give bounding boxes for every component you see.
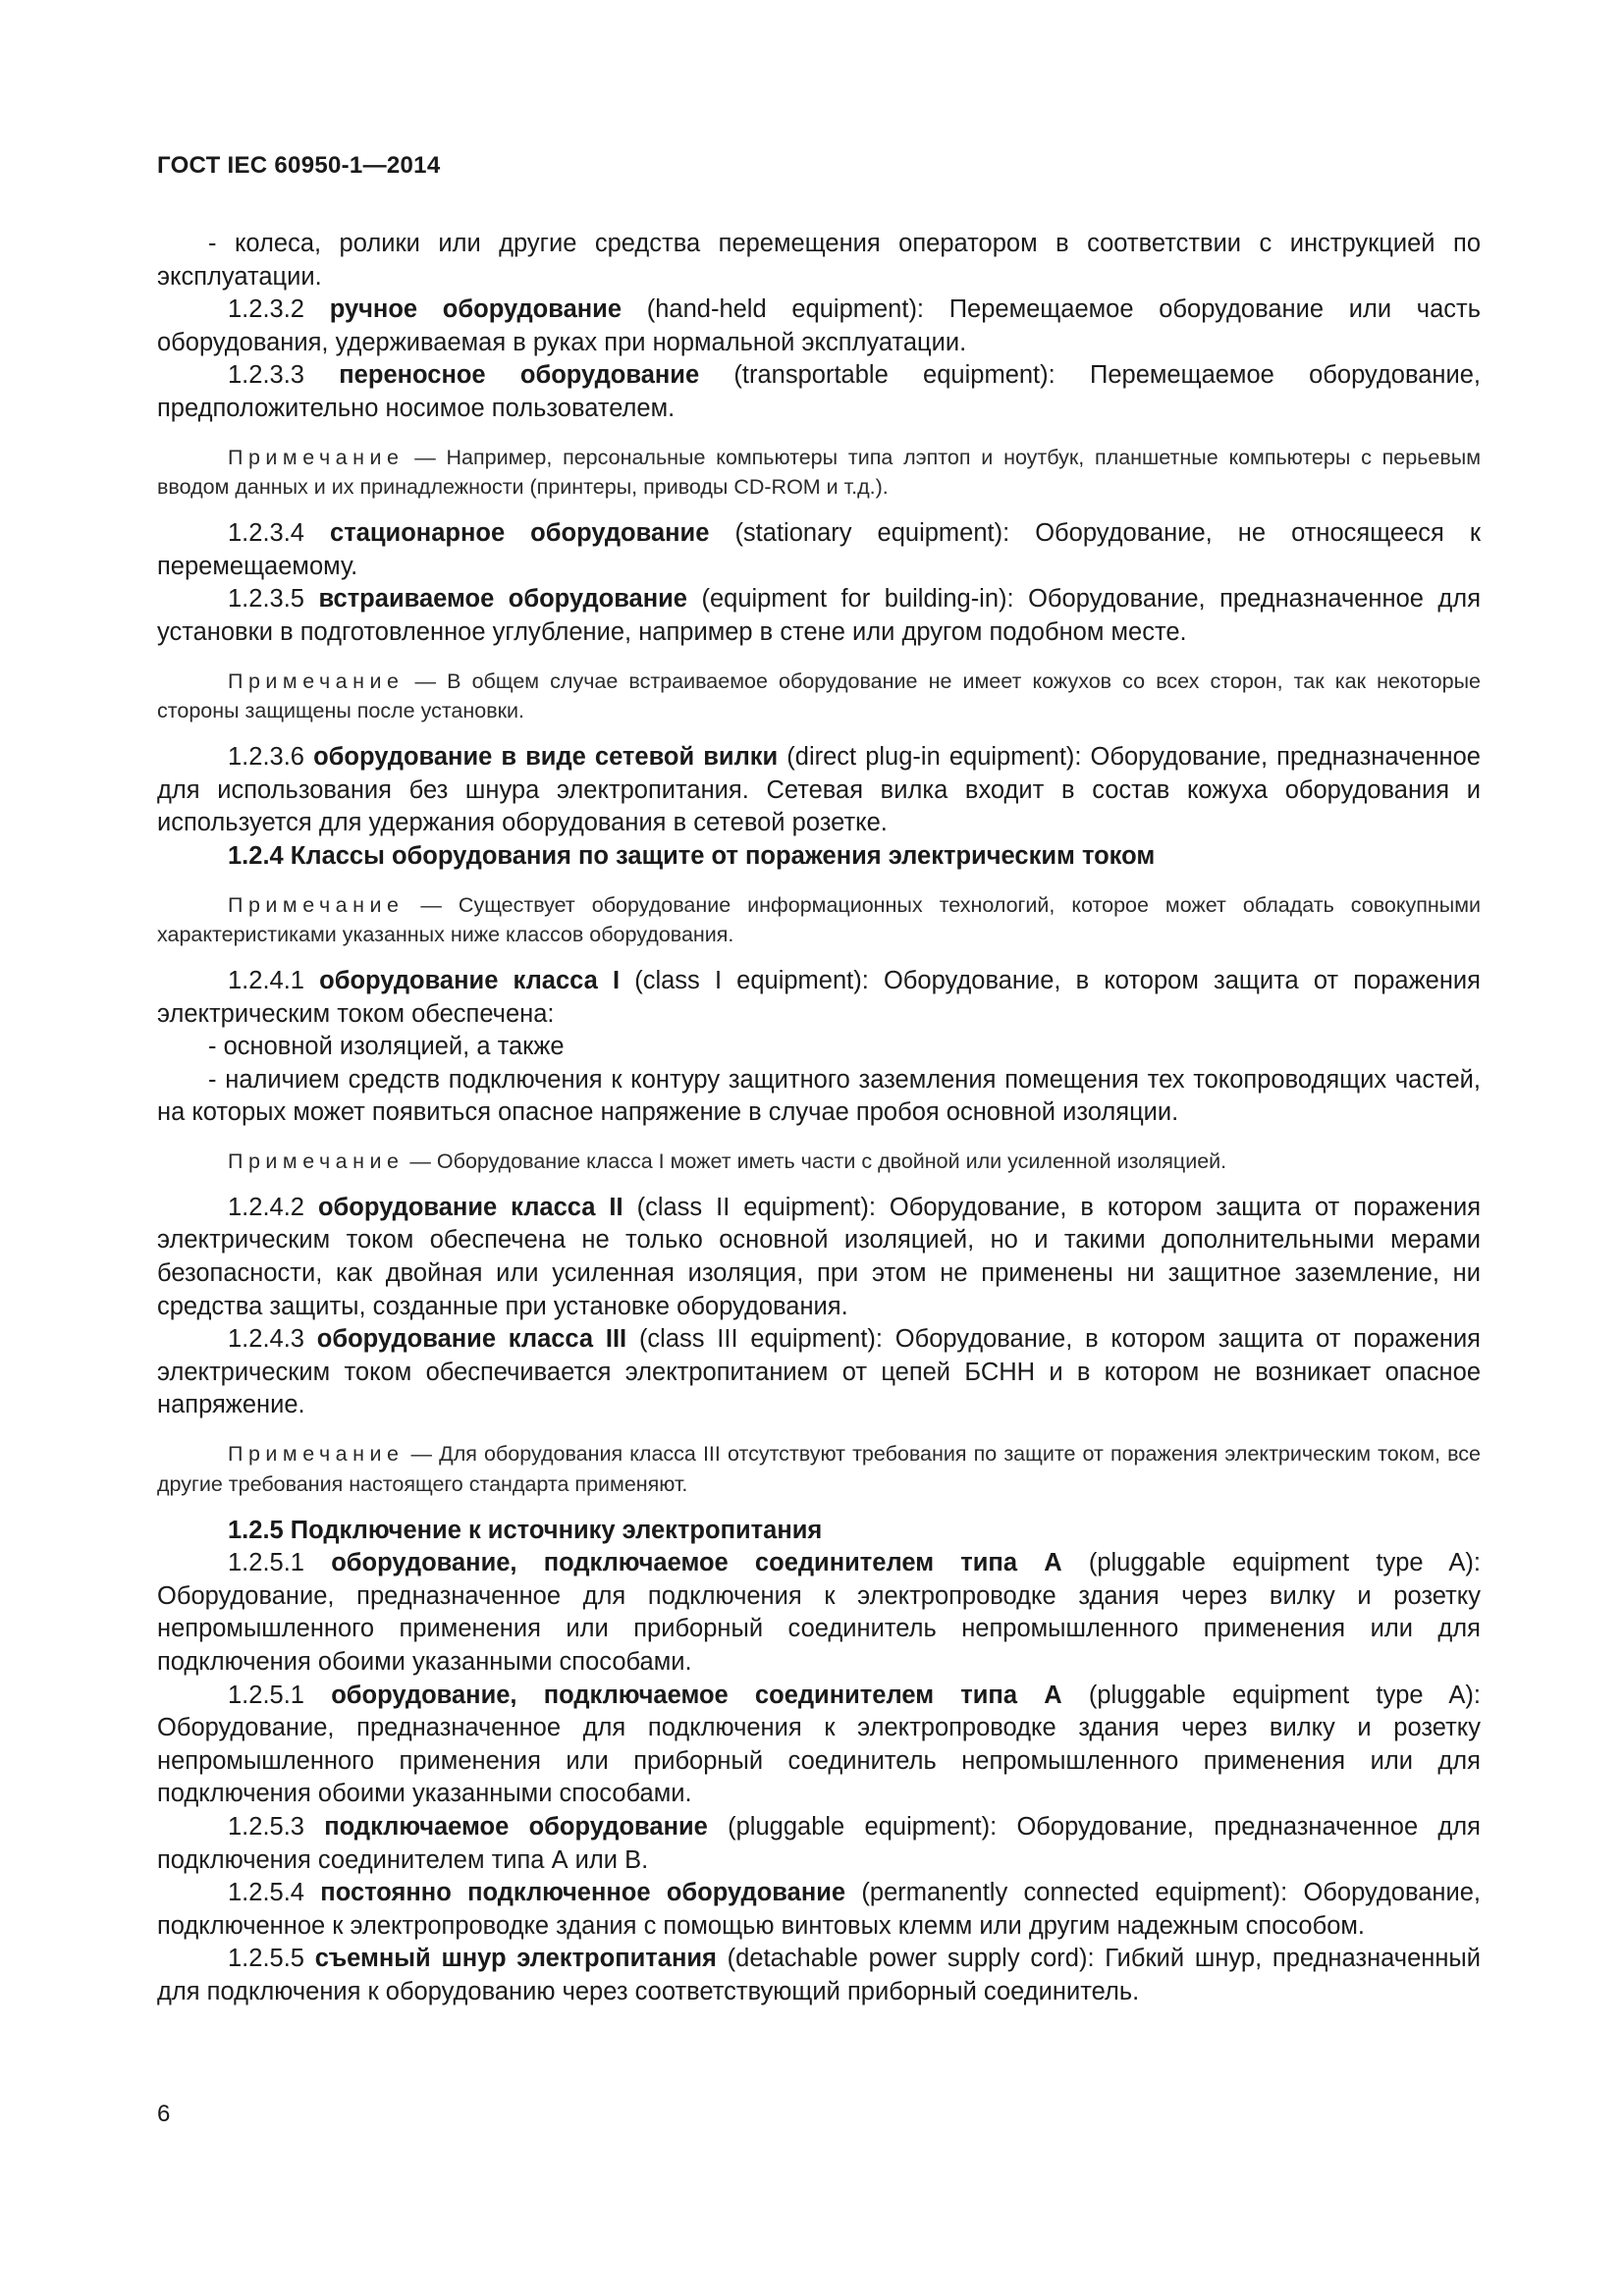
definition-clause [157,1877,1481,1943]
note [157,443,1481,504]
clause-number: 1.2.4.3 [228,1325,304,1354]
clause-number: 1.2.5.5 [228,1945,304,1973]
definition-text: (pluggable equipment type A): Оборудование, предназначенное для подключения к электропроводке здания через вилку и розетку непромышленного применения или приборный соединитель непромышленного применения или для подключения обоими указанными способами. [157,1549,1481,1676]
section-heading: 1.2.5 Подключение к источнику электропитания [228,1516,823,1544]
defined-term: переносное оборудование [339,361,700,390]
note [157,1147,1481,1177]
definition-text: (transportable equipment): Перемещаемое оборудование, предположительно носимое пользователем. [157,361,1481,422]
definition-clause [157,1192,1481,1323]
list-item: - колеса, ролики или другие средства перемещения оператором в соответствии с инструкцией по эксплуатации. [157,230,1481,291]
clause-number: 1.2.3.2 [228,295,304,324]
defined-term: постоянно подключенное оборудование [320,1879,846,1907]
defined-term: оборудование в виде сетевой вилки [313,743,779,772]
document-header: ГОСТ IEC 60950-1—2014 [157,152,441,179]
clause-number: 1.2.4.2 [228,1193,304,1221]
defined-term: стационарное оборудование [330,519,710,548]
note-label: Примечание [228,668,405,693]
definition-clause [157,1680,1481,1811]
defined-term: съемный шнур электропитания [314,1945,717,1973]
clause-number: 1.2.5.1 [228,1681,304,1709]
definition-text: (stationary equipment): Оборудование, не относящееся к перемещаемому. [157,519,1482,580]
note-text: — Оборудование класса I может иметь части с двойной или усиленной изоляцией. [404,1149,1227,1174]
definition-text: (pluggable equipment): Оборудование, предназначенное для подключения соединителем типа А или В. [157,1812,1481,1874]
note-text: — В общем случае встраиваемое оборудование не имеет кожухов со всех сторон, так как некоторые стороны защищены после установки. [157,668,1481,723]
note-label: Примечание [228,445,405,469]
definition-text: (permanently connected equipment): Оборудование, подключенное к электропроводке здания с помощью винтовых клемм или другим надежным способом. [157,1879,1481,1940]
note-label: Примечание [228,1149,405,1174]
note-text: — Например, персональные компьютеры типа лэптоп и ноутбук, планшетные компьютеры с перьевым вводом данных и их принадлежности (принтеры, приводы CD-ROM и т.д.). [157,445,1481,500]
document-body [157,228,1481,2009]
defined-term: оборудование класса II [317,1193,623,1221]
definition-clause [157,1943,1481,2008]
section-heading: 1.2.4 Классы оборудования по защите от поражения электрическим током [228,841,1156,870]
note-label: Примечание [228,892,405,917]
defined-term: оборудование, подключаемое соединителем типа А [331,1681,1062,1709]
defined-term: подключаемое оборудование [324,1812,708,1841]
clause-number: 1.2.3.4 [228,519,304,548]
note-text: — Существует оборудование информационных технологий, которое может обладать совокупными характеристиками указанных ниже классов оборудования. [157,892,1481,947]
definition-clause [157,517,1481,583]
defined-term: оборудование класса I [319,967,621,995]
note-label: Примечание [228,1442,405,1467]
definition-clause [157,359,1481,425]
note [157,1439,1481,1500]
note-text: — Для оборудования класса III отсутствуют требования по защите от поражения электрическим током, все другие требования настоящего стандарта применяют. [157,1442,1481,1496]
definition-text: (class III equipment): Оборудование, в котором защита от поражения электрическим током обеспечивается электропитанием от цепей БСНН и в котором не возникает опасное напряжение. [157,1325,1481,1419]
note [157,890,1481,951]
defined-term: оборудование, подключаемое соединителем типа А [331,1549,1062,1577]
definition-text: (class II equipment): Оборудование, в котором защита от поражения электрическим током обеспечена не только основной изоляцией, но и такими дополнительными мерами безопасности, как двойная или усиленная изоляция, при этом не применены ни защитное заземление, ни средства защиты, созданные при установке оборудования. [157,1193,1481,1320]
definition-text: (direct plug-in equipment): Оборудование, предназначенное для использования без шнура электропитания. Сетевая вилка входит в состав кожуха оборудования и используется для удержания оборудования в сетевой розетке. [157,743,1481,837]
clause-number: 1.2.5.4 [228,1879,304,1907]
definition-text: (class I equipment): Оборудование, в котором защита от поражения электрическим током обеспечена: [157,967,1481,1028]
definition-text: (hand-held equipment): Перемещаемое оборудование или часть оборудования, удерживаемая в руках при нормальной эксплуатации. [157,295,1481,356]
definition-clause [157,1547,1481,1679]
definition-clause [157,1323,1481,1422]
definition-text: (equipment for building-in): Оборудование, предназначенное для установки в подготовленное углубление, например в стене или другом подобном месте. [157,585,1481,646]
clause-number: 1.2.3.5 [228,585,304,614]
list-item: - основной изоляцией, а также [208,1033,565,1061]
definition-text: (detachable power supply cord): Гибкий шнур, предназначенный для подключения к оборудованию через соответствующий приборный соединитель. [157,1945,1481,2005]
clause-number: 1.2.5.3 [228,1812,304,1841]
clause-number: 1.2.3.6 [228,743,304,772]
note [157,667,1481,727]
definition-clause [157,741,1481,840]
definition-clause [157,294,1481,359]
definition-clause [157,965,1481,1031]
defined-term: оборудование класса III [316,1325,627,1354]
clause-number: 1.2.5.1 [228,1549,304,1577]
defined-term: встраиваемое оборудование [318,585,687,614]
definition-text: (pluggable equipment type A): Оборудование, предназначенное для подключения к электропроводке здания через вилку и розетку непромышленного применения или приборный соединитель непромышленного применения или для подключения обоими указанными способами. [157,1681,1481,1808]
definition-clause [157,583,1481,649]
definition-clause [157,1811,1481,1877]
defined-term: ручное оборудование [329,295,623,324]
clause-number: 1.2.4.1 [228,967,304,995]
clause-number: 1.2.3.3 [228,361,304,390]
page-number: 6 [157,2101,171,2127]
list-item: - наличием средств подключения к контуру защитного заземления помещения тех токопроводящих частей, на которых может появиться опасное напряжение в случае пробоя основной изоляции. [157,1065,1481,1127]
